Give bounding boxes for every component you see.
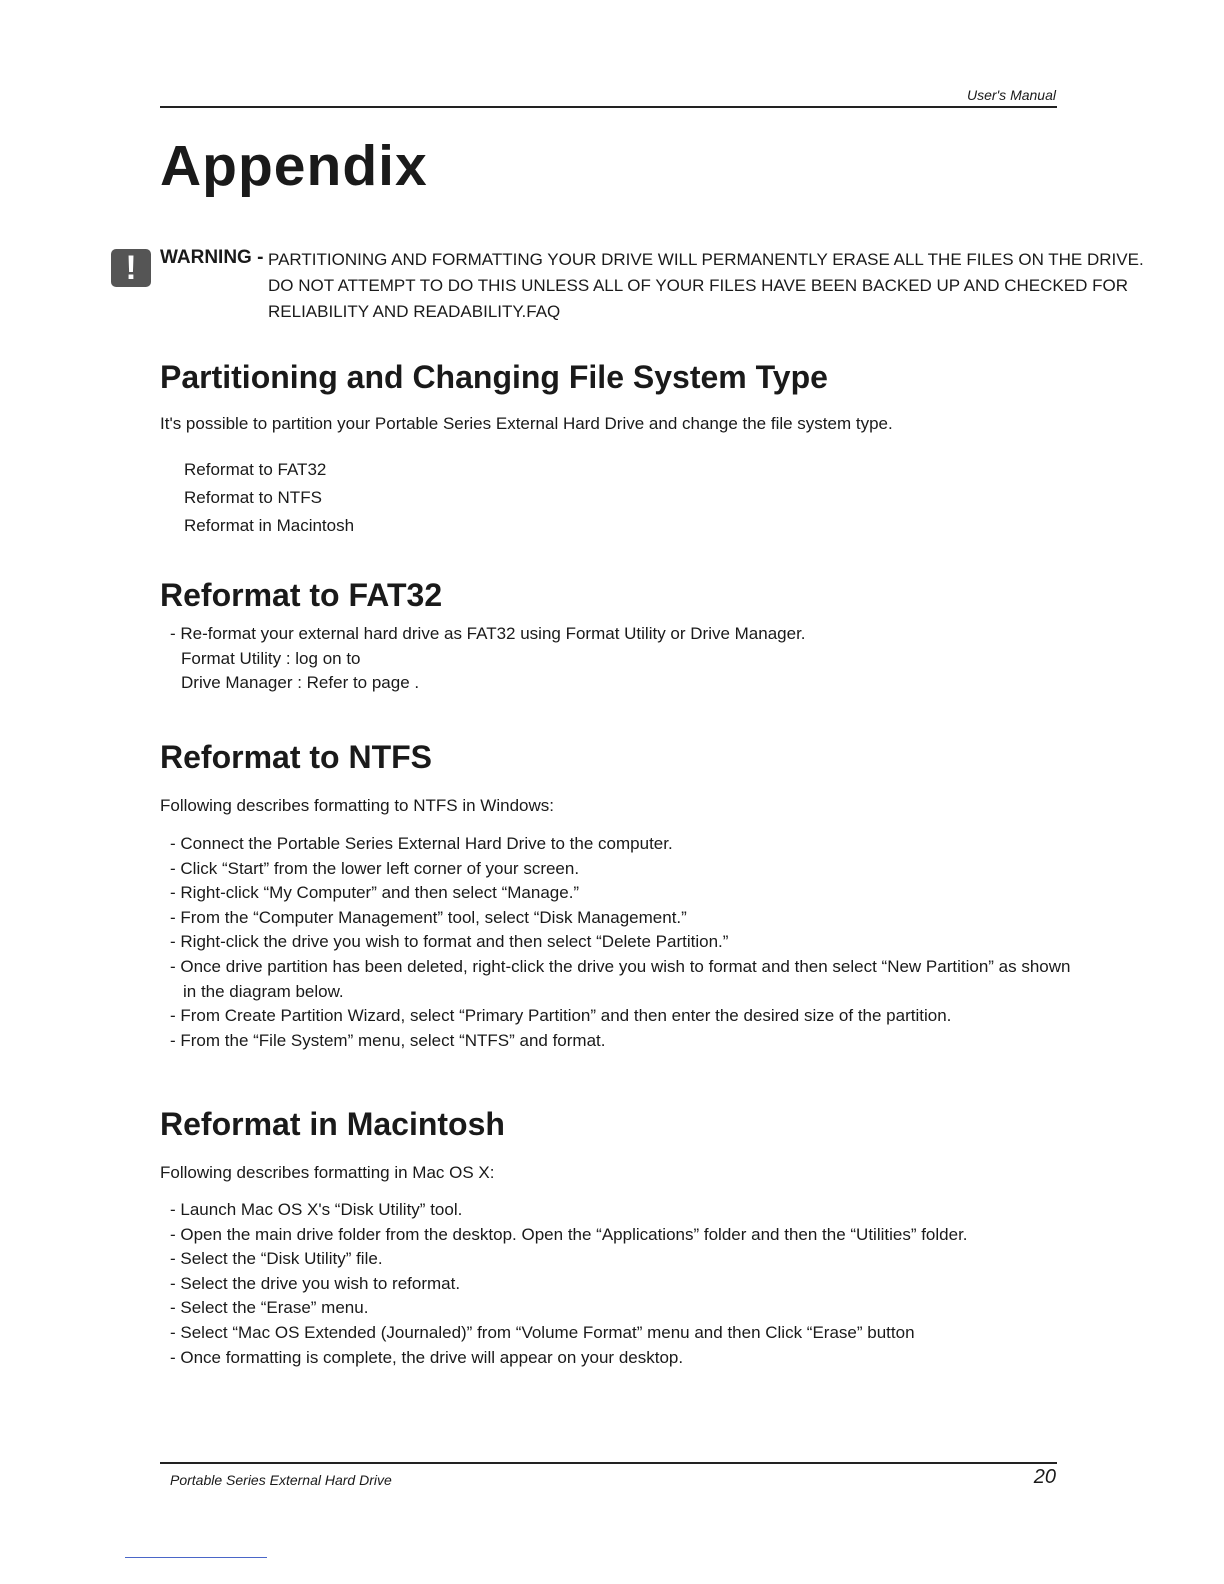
step-item: - Right-click the drive you wish to format and then select “Delete Partition.” xyxy=(170,932,729,952)
step-item: - Connect the Portable Series External Hard Drive to the computer. xyxy=(170,834,673,853)
section-heading-mac: Reformat in Macintosh xyxy=(160,1106,505,1142)
footer-divider xyxy=(160,1462,1057,1464)
section-heading-fat32: Reformat to FAT32 xyxy=(160,577,443,613)
step-item: - Once formatting is complete, the drive will appear on your desktop. xyxy=(170,1347,684,1367)
page-number: 20 xyxy=(1033,1466,1056,1488)
reformat-options-list xyxy=(184,456,354,540)
step-item: - Open the main drive folder from the desktop. Open the “Applications” folder and then the “Utilities” folder. xyxy=(170,1224,968,1244)
section-heading-partitioning: Partitioning and Changing File System Type xyxy=(160,359,828,395)
step-item: - From Create Partition Wizard, select “Primary Partition” and then enter the desired size of the partition. xyxy=(170,1006,952,1026)
step-item: - From the “File System” menu, select “NTFS” and format. xyxy=(170,1030,606,1050)
mac-steps xyxy=(170,1198,968,1370)
mac-intro: Following describes formatting in Mac OS X: xyxy=(160,1163,495,1182)
step-item: - From the “Computer Management” tool, select “Disk Management.” xyxy=(170,907,687,927)
step-item: - Once drive partition has been deleted, right-click the drive you wish to format and then select “New Partition” as shown xyxy=(170,956,1071,976)
step-item: - Select the “Erase” menu. xyxy=(170,1298,369,1318)
warning-line: PARTITIONING AND FORMATTING YOUR DRIVE WILL PERMANENTLY ERASE ALL THE FILES ON THE DRIVE. xyxy=(268,250,1144,269)
header-label: User's Manual xyxy=(966,87,1056,103)
step-item: in the diagram below. xyxy=(183,981,344,1001)
ntfs-intro: Following describes formatting to NTFS in Windows: xyxy=(160,796,554,815)
partitioning-intro: It's possible to partition your Portable Series External Hard Drive and change the file system type. xyxy=(160,414,893,433)
ntfs-steps xyxy=(170,832,1071,1053)
exclamation-icon: ! xyxy=(111,249,151,287)
fat32-line: Drive Manager : Refer to page . xyxy=(181,673,420,693)
list-item: Reformat in Macintosh xyxy=(184,516,355,535)
step-item: - Right-click “My Computer” and then select “Manage.” xyxy=(170,883,580,903)
step-item: - Click “Start” from the lower left corner of your screen. xyxy=(170,858,580,878)
fat32-line: Format Utility : log on to xyxy=(181,648,361,668)
warning-label: WARNING - xyxy=(160,247,264,268)
step-item: - Select “Mac OS Extended (Journaled)” from “Volume Format” menu and then Click “Erase” button xyxy=(170,1322,915,1342)
section-heading-ntfs: Reformat to NTFS xyxy=(160,739,432,775)
warning-line: DO NOT ATTEMPT TO DO THIS UNLESS ALL OF YOUR FILES HAVE BEEN BACKED UP AND CHECKED FOR xyxy=(268,276,1128,295)
list-item: Reformat to FAT32 xyxy=(184,460,327,479)
step-item: - Select the drive you wish to reformat. xyxy=(170,1273,461,1293)
fat32-text xyxy=(170,622,806,696)
step-item: - Launch Mac OS X's “Disk Utility” tool. xyxy=(170,1200,463,1219)
step-item: - Select the “Disk Utility” file. xyxy=(170,1249,383,1269)
warning-line: RELIABILITY AND READABILITY.FAQ xyxy=(268,302,561,321)
fat32-line: - Re-format your external hard drive as FAT32 using Format Utility or Drive Manager. xyxy=(170,624,806,643)
footnote-divider xyxy=(125,1557,267,1558)
header-divider xyxy=(160,106,1057,108)
warning-text xyxy=(268,247,1144,325)
list-item: Reformat to NTFS xyxy=(184,488,322,507)
footer-label: Portable Series External Hard Drive xyxy=(170,1472,392,1488)
page-title: Appendix xyxy=(160,134,428,198)
